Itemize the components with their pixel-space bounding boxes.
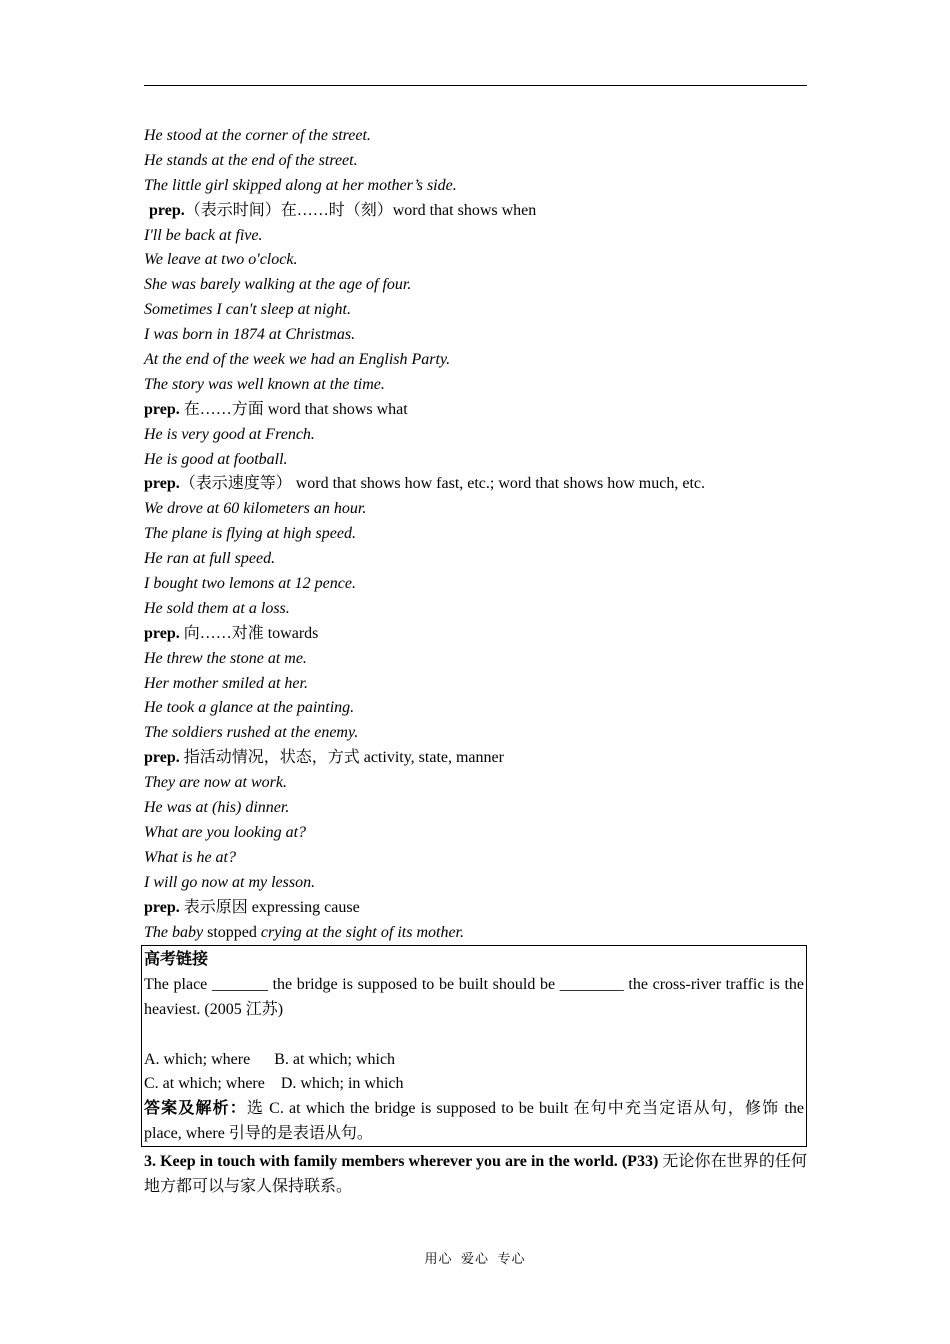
point-3-translation: 无论你在世界的任何地方都可以与家人保持联系。 bbox=[144, 1153, 807, 1195]
example-sentence: Sometimes I can't sleep at night. bbox=[144, 301, 351, 319]
exam-question: The place _______ the bridge is supposed to be built should be ________ the cross-river traffic is the heaviest. (2005 江苏) bbox=[144, 975, 804, 1018]
example-sentence: He stood at the corner of the street. bbox=[144, 127, 371, 144]
example-sentence: Her mother smiled at her. bbox=[144, 674, 308, 692]
pos-label: prep. bbox=[144, 400, 180, 418]
example-sentence: We leave at two o'clock. bbox=[144, 251, 298, 269]
answer-explanation bbox=[144, 1097, 806, 1147]
definition-text: 表示原因 expressing cause bbox=[183, 898, 360, 916]
definition-line bbox=[144, 472, 807, 497]
example-sentence: I'll be back at five. bbox=[144, 226, 263, 244]
example-sentence: He is very good at French. bbox=[144, 425, 315, 443]
blank-line bbox=[144, 1023, 806, 1048]
definition-text: （表示速度等） word that shows how fast, etc.; word that shows how much, etc. bbox=[179, 475, 705, 493]
example-sentence: The baby stopped crying at the sight of its mother. bbox=[144, 923, 464, 941]
header-rule bbox=[144, 85, 807, 86]
example-sentence: The plane is flying at high speed. bbox=[144, 525, 356, 543]
definition-line bbox=[144, 746, 807, 771]
pos-label: prep. bbox=[144, 475, 180, 493]
document-body bbox=[144, 124, 807, 945]
definition-text: 在……方面 word that shows what bbox=[183, 400, 408, 418]
example-sentence: He ran at full speed. bbox=[144, 550, 276, 568]
pos-label: prep. bbox=[144, 898, 180, 916]
definition-line bbox=[144, 896, 807, 921]
example-sentence: He threw the stone at me. bbox=[144, 649, 307, 667]
example-sentence: The story was well known at the time. bbox=[144, 375, 385, 393]
example-sentence: I bought two lemons at 12 pence. bbox=[144, 575, 356, 593]
example-sentence: I was born in 1874 at Christmas. bbox=[144, 326, 356, 344]
page-footer: 用心 爱心 专心 bbox=[424, 1251, 526, 1266]
example-sentence: What are you looking at? bbox=[144, 823, 307, 841]
definition-text: （表示时间）在……时（刻）word that shows when bbox=[184, 201, 537, 219]
example-sentence: The little girl skipped along at her mother’s side. bbox=[144, 176, 457, 194]
answer-label: 答案及解析： bbox=[144, 1100, 247, 1118]
pos-label: prep. bbox=[144, 624, 180, 642]
example-sentence: He stands at the end of the street. bbox=[144, 151, 358, 169]
exam-link-box bbox=[141, 945, 807, 1147]
options-row: C. at which; where D. which; in which bbox=[144, 1075, 404, 1093]
options-row: A. which; where B. at which; which bbox=[144, 1050, 396, 1068]
answer-text: 选 C. at which the bridge is supposed to be built 在句中充当定语从句，修饰 the place, where 引导的是表语从句。 bbox=[144, 1100, 804, 1143]
example-sentence: He took a glance at the painting. bbox=[144, 699, 355, 717]
point-3 bbox=[144, 1150, 807, 1200]
example-sentence: He was at (his) dinner. bbox=[144, 799, 290, 817]
definition-line bbox=[144, 199, 807, 224]
point-3-heading: 3. Keep in touch with family members wherever you are in the world. (P33) bbox=[144, 1153, 659, 1170]
definition-line bbox=[144, 622, 807, 647]
example-sentence: She was barely walking at the age of four. bbox=[144, 276, 412, 294]
example-sentence: He sold them at a loss. bbox=[144, 599, 290, 617]
example-sentence: He is good at football. bbox=[144, 450, 288, 468]
definition-text: 指活动情况，状态，方式 activity, state, manner bbox=[183, 749, 504, 767]
example-sentence: We drove at 60 kilometers an hour. bbox=[144, 500, 367, 518]
definition-line bbox=[144, 398, 807, 423]
example-sentence: The soldiers rushed at the enemy. bbox=[144, 724, 359, 742]
example-sentence: What is he at? bbox=[144, 848, 236, 866]
exam-link-heading: 高考链接 bbox=[144, 951, 209, 968]
example-sentence: They are now at work. bbox=[144, 774, 287, 792]
definition-text: 向……对准 towards bbox=[183, 624, 319, 642]
example-sentence: I will go now at my lesson. bbox=[144, 873, 316, 891]
example-sentence: At the end of the week we had an English Party. bbox=[144, 351, 451, 369]
pos-label: prep. bbox=[149, 201, 185, 219]
pos-label: prep. bbox=[144, 749, 180, 767]
